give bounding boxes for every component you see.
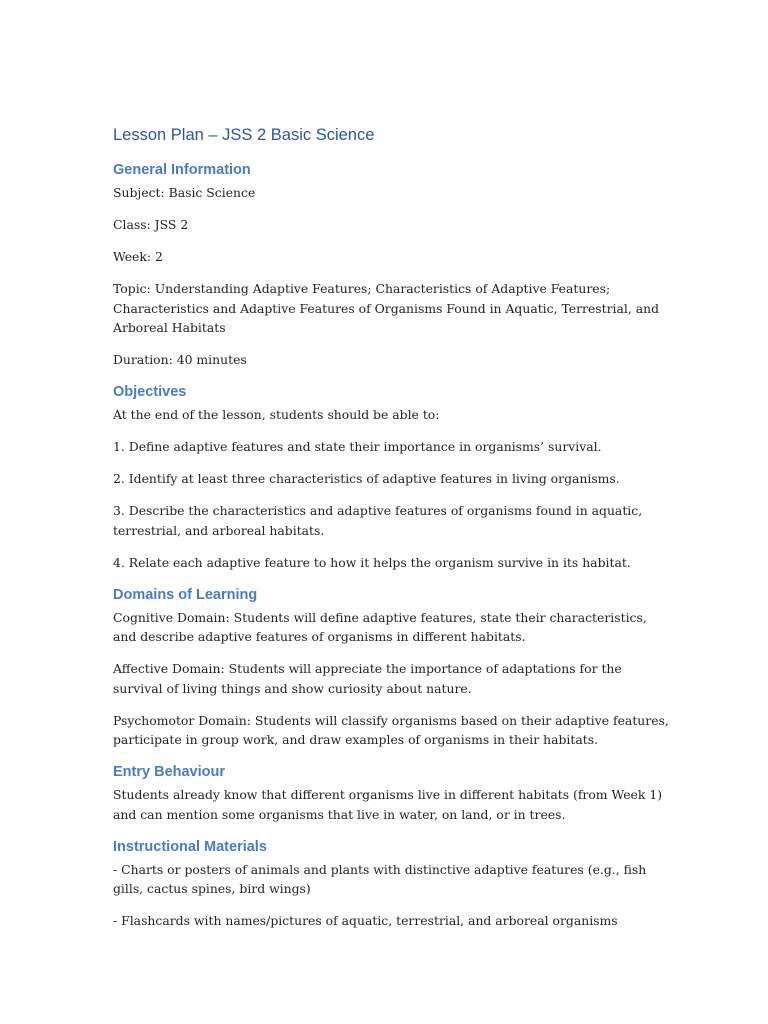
topic-line: Topic: Understanding Adaptive Features; Characteristics of Adaptive Features; Characteristics and Adaptive Features of Organisms Found in Aquatic, Terrestrial, and Arboreal Habitats (113, 281, 660, 335)
duration-line: Duration: 40 minutes (113, 352, 247, 367)
objectives-intro: At the end of the lesson, students should be able to: (113, 407, 440, 422)
heading-entry-behaviour: Entry Behaviour (113, 764, 225, 780)
section-domains-of-learning (113, 585, 673, 750)
objective-item: 4. Relate each adaptive feature to how it helps the organism survive in its habitat. (113, 554, 631, 570)
section-objectives (113, 382, 673, 572)
class-line: Class: JSS 2 (113, 217, 189, 232)
psychomotor-domain: Psychomotor Domain: Students will classify organisms based on their adaptive features, participate in group work, and draw examples of organisms in their habitats. (113, 712, 669, 747)
cognitive-domain: Cognitive Domain: Students will define adaptive features, state their characteristics, and describe adaptive features of organisms in different habitats. (113, 609, 647, 644)
document-title: Lesson Plan – JSS 2 Basic Science (113, 126, 375, 144)
entry-behaviour-text: Students already know that different organisms live in different habitats (from Week 1) and can mention some organisms that live in water, on land, or in trees. (113, 787, 663, 822)
objective-item: 3. Describe the characteristics and adaptive features of organisms found in aquatic, terrestrial, and arboreal habitats. (113, 503, 643, 538)
material-item: - Flashcards with names/pictures of aquatic, terrestrial, and arboreal organisms (113, 913, 618, 928)
section-instructional-materials (113, 837, 673, 931)
section-entry-behaviour (113, 762, 673, 824)
heading-instructional-materials: Instructional Materials (113, 838, 267, 855)
material-item: - Charts or posters of animals and plants with distinctive adaptive features (e.g., fish gills, cactus spines, bird wings) (113, 861, 647, 896)
heading-objectives: Objectives (113, 384, 187, 400)
heading-general-information: General Information (113, 162, 251, 178)
week-line: Week: 2 (113, 249, 163, 264)
objective-item: 2. Identify at least three characteristics of adaptive features in living organisms. (113, 471, 620, 486)
affective-domain: Affective Domain: Students will appreciate the importance of adaptations for the survival of living things and show curiosity about nature. (113, 661, 622, 696)
heading-domains-of-learning: Domains of Learning (113, 586, 258, 603)
document-page (113, 124, 673, 943)
section-general-information (113, 160, 673, 370)
subject-line: Subject: Basic Science (113, 185, 256, 200)
objective-item: 1. Define adaptive features and state their importance in organisms’ survival. (113, 439, 602, 454)
